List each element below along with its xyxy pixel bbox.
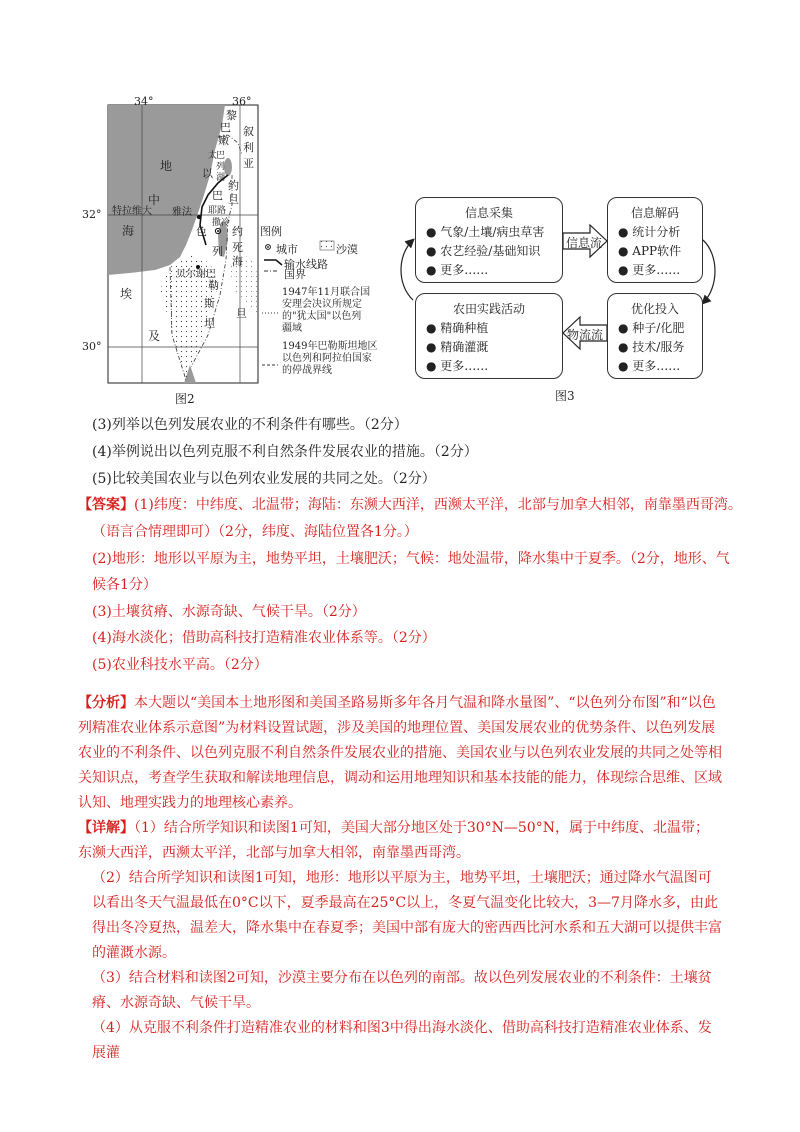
lon-label-36: 36° xyxy=(232,95,252,108)
answer-line-4: (4)海水淡化；借助高科技打造精准农业体系等。（2分） xyxy=(92,630,436,646)
answer-line-3: (3)土壤贫瘠、水源奇缺、气候干旱。（2分） xyxy=(92,604,366,620)
legend-desert: 沙漠 xyxy=(336,243,358,256)
jordan-1: 约 xyxy=(228,179,239,192)
answer-line-1b: （语言合情理即可）（2分，纬度、海陆位置各1分。） xyxy=(92,524,418,540)
beersheba-label: 贝尔谢巴 xyxy=(176,269,216,280)
sea-label-1: 地 xyxy=(160,159,173,173)
legend-border: 国界 xyxy=(284,268,306,281)
lebanon-3: 嫩 xyxy=(218,134,229,147)
answer-line-2: (2)地形：地形以平原为主，地势平坦，土壤肥沃；气候：地处温带，降水集中于夏季。（2分，地形、气 xyxy=(92,551,730,567)
tiberias-1: 太 xyxy=(208,151,218,161)
box-title: 优化投入 xyxy=(630,302,679,316)
tiberias-2: 巴 xyxy=(216,151,226,161)
arrow-label-material-flow: 物流流 xyxy=(567,328,604,342)
tiberias-3: 列 xyxy=(216,162,226,172)
question-5: (5)比较美国农业与以色列农业发展的共同之处。（2分） xyxy=(92,471,436,487)
map-figure xyxy=(82,95,390,406)
lat-label-30: 30° xyxy=(82,340,102,353)
telaviv-label: 特拉维大 xyxy=(112,206,152,217)
palestine-1: 巴 xyxy=(212,189,223,202)
list-item: ● 更多…… xyxy=(426,359,489,373)
legend-pipeline: 输水线路 xyxy=(284,258,328,271)
legend-city: 城市 xyxy=(276,243,298,256)
lon-label-34: 34° xyxy=(134,95,154,108)
flow-diagram xyxy=(395,195,725,405)
jerusalem-1: 耶 xyxy=(208,206,218,216)
jerusalem-4: 冷 xyxy=(221,218,231,228)
jordan2-1: 约 xyxy=(232,225,243,238)
deadsea-2: 海 xyxy=(232,255,243,268)
figure-caption-3: 图3 xyxy=(555,389,575,403)
arrow-label-info-flow: 信息流 xyxy=(566,236,603,250)
jordan2-2: 旦 xyxy=(236,307,247,320)
sea-label-3: 海 xyxy=(122,224,135,238)
color-label: 色 xyxy=(196,225,207,238)
syria-3: 亚 xyxy=(243,157,254,170)
answer-line-5: (5)农业科技水平高。（2分） xyxy=(92,657,268,673)
palestine-3: 斯 xyxy=(204,297,215,310)
question-3: (3)列举以色列发展农业的不利条件有哪些。（2分） xyxy=(92,417,408,433)
analysis-paragraph: 【分析】本大题以“美国本土地形图和美国圣路易斯多年各月气温和降水量图”、“以色列分布图”和“以色列精准农业体系示意图”为材料设置试题，涉及美国的地理位置、美国发展农业的优势条件、以色列发展农业的不利条件、以色列克服不利自然条件发展农业的措施、美国农业与以色列农业发展的共同之处等相关知识点，考查学生获取和解读地理信息，调动和运用地理知识和基本技能的能力，体现综合思维、区域认知、地理实践力的地理核心素养。 xyxy=(78,695,722,811)
list-item: ● 统计分析 xyxy=(618,225,681,239)
syria-1: 叙 xyxy=(243,125,254,138)
detail-paragraph-2: （2）结合所学知识和读图1可知，地形：地形以平原为主，地势平坦，土壤肥沃；通过降水气温图可以看出冬天气温最低在0°C以下，夏季最高在25°C以上，冬夏气温变化比较大，3—7月降水多，由此得出冬冷夏热，温差大，降水集中在春夏季；美国中部有庞大的密西西比河水系和五大湖可以提供丰富的灌溉水源。 xyxy=(92,870,722,961)
egypt-label-2: 及 xyxy=(148,329,161,343)
answer-line-1: 【答案】(1)纬度：中纬度、北温带；海陆：东濒大西洋，西濒太平洋，北部与加拿大相邻，南靠墨西哥湾。 xyxy=(78,497,742,513)
detail-paragraph-1: 【详解】（1）结合所学知识和读图1可知，美国大部分地区处于30°N—50°N，属于中纬度、北温带；东濒大西洋，西濒太平洋，北部与加拿大相邻，南靠墨西哥湾。 xyxy=(78,820,709,861)
tiberias-4: 湖 xyxy=(216,173,226,183)
box-field-practice xyxy=(415,293,563,379)
list-item: ● 农艺经验/基础知识 xyxy=(426,244,541,258)
list-item: ● 更多…… xyxy=(426,263,489,277)
lat-label-32: 32° xyxy=(82,208,102,221)
question-4: (4)举例说出以色列克服不利自然条件发展农业的措施。（2分） xyxy=(92,444,478,460)
deadsea-1: 死 xyxy=(232,241,243,254)
column-label: 列 xyxy=(212,245,223,258)
palestine-4: 坦 xyxy=(204,317,215,330)
palestine-2: 勒 xyxy=(208,279,219,292)
box-optimize-input xyxy=(607,293,703,379)
list-item: ● APP软件 xyxy=(618,244,682,258)
list-item: ● 更多…… xyxy=(618,359,681,373)
jerusalem-2: 路 xyxy=(217,206,227,216)
list-item: ● 技术/服务 xyxy=(618,340,685,354)
box-info-decode xyxy=(607,197,703,283)
yafa-label: 雅法 xyxy=(172,207,192,218)
figure-caption-2: 图2 xyxy=(175,392,195,406)
lebanon-2: 巴 xyxy=(220,121,231,134)
lebanon-1: 黎 xyxy=(226,109,237,122)
israel-label: 以 xyxy=(202,167,213,180)
box-title: 信息采集 xyxy=(464,206,513,220)
detail-paragraph-4: （4）从克服不利条件打造精准农业的材料和图3中得出海水淡化、借助高科技打造精准农业体系、发展灌 xyxy=(92,1020,712,1061)
list-item: ● 种子/化肥 xyxy=(618,321,685,335)
jerusalem-3: 撒 xyxy=(212,218,222,228)
detail-paragraph-3: （3）结合材料和读图2可知，沙漠主要分布在以色列的南部。故以色列发展农业的不利条件：土壤贫瘠、水源奇缺、气候干旱。 xyxy=(92,970,712,1011)
box-info-collect xyxy=(415,197,563,283)
list-item: ● 更多…… xyxy=(618,263,681,277)
box-title: 农田实践活动 xyxy=(452,302,525,316)
box-title: 信息解码 xyxy=(630,206,679,220)
list-item: ● 气象/土壤/病虫草害 xyxy=(426,225,545,239)
legend-title: 图例 xyxy=(260,225,282,238)
egypt-label-1: 埃 xyxy=(120,287,133,301)
legend-1949: 1949年巴勒斯坦地区 以色列和阿拉伯国家 的停战界线 xyxy=(282,341,378,376)
answer-line-2b: 候各1分） xyxy=(92,577,157,593)
legend-un1947: 1947年11月联合国 安理会决议所规定 的"犹太国"以色列 疆域 xyxy=(282,287,371,334)
jordan-2: 旦 xyxy=(228,193,239,206)
list-item: ● 精确种植 xyxy=(426,321,489,335)
list-item: ● 精确灌溉 xyxy=(426,340,489,354)
syria-2: 利 xyxy=(243,141,254,154)
sea-label-2: 中 xyxy=(148,193,161,207)
